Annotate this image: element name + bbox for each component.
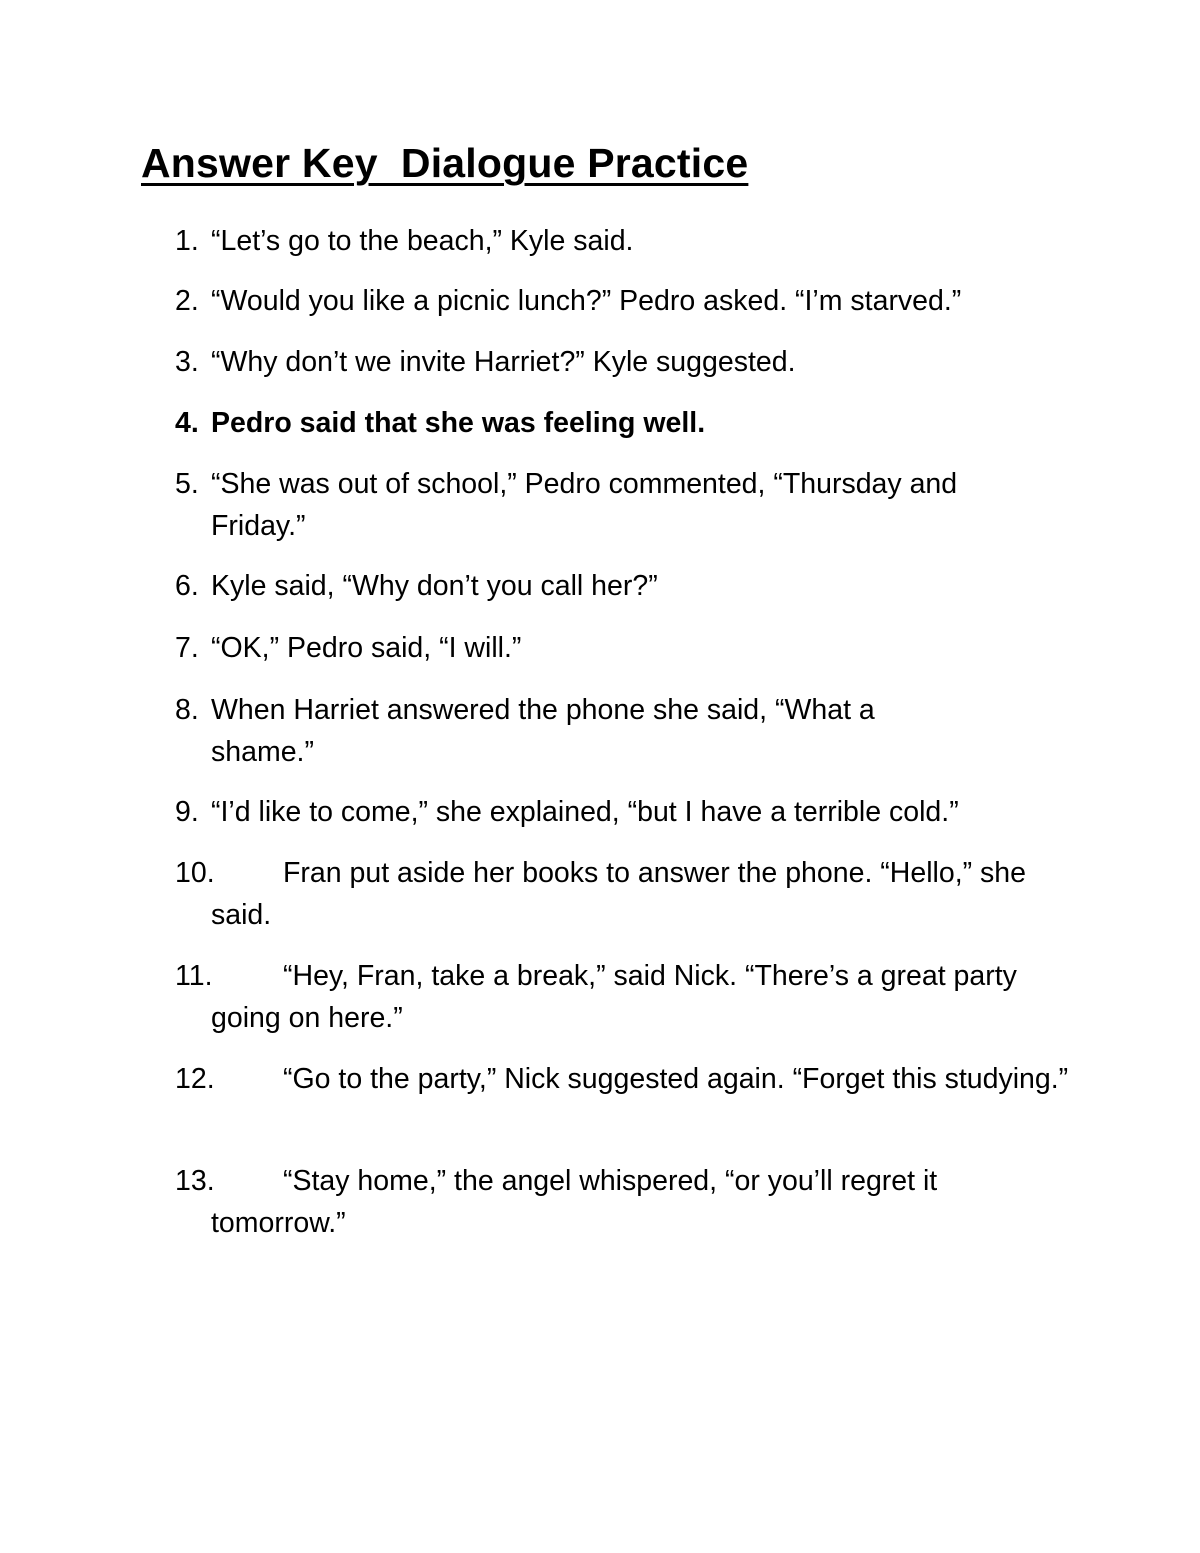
- list-item: [175, 280, 1075, 322]
- item-text: “Go to the party,” Nick suggested again. “Forget this studying.”: [283, 1063, 1069, 1095]
- item-number: 3.: [175, 346, 199, 378]
- item-text: Fran put aside her books to answer the phone. “Hello,” she said.: [211, 857, 1034, 931]
- item-number: 1.: [175, 225, 199, 257]
- item-text: “I’d like to come,” she explained, “but I have a terrible cold.”: [211, 796, 959, 828]
- item-text: “Hey, Fran, take a break,” said Nick. “There’s a great party going on here.”: [211, 960, 1025, 1034]
- list-item: [175, 627, 1075, 669]
- item-number: 7.: [175, 632, 199, 664]
- list-item: [175, 955, 1075, 1039]
- list-item: [175, 402, 1075, 444]
- item-number: 10.: [175, 857, 215, 889]
- list-item: [175, 791, 1075, 833]
- item-number: 4.: [175, 407, 199, 439]
- item-text: “She was out of school,” Pedro commented, “Thursday and Friday.”: [211, 468, 966, 542]
- item-number: 6.: [175, 570, 199, 602]
- list-item: [175, 1058, 1075, 1100]
- item-number: 11.: [175, 960, 213, 992]
- item-text: “Would you like a picnic lunch?” Pedro asked. “I’m starved.”: [211, 285, 962, 317]
- item-text: “OK,” Pedro said, “I will.”: [211, 632, 522, 664]
- list-item: [175, 852, 1075, 936]
- item-number: 12.: [175, 1063, 215, 1095]
- item-text: When Harriet answered the phone she said, “What a shame.”: [211, 694, 883, 768]
- list-item: [175, 463, 1055, 547]
- list-item: [175, 565, 1075, 607]
- page-title: Answer Key Dialogue Practice: [141, 140, 749, 186]
- item-number: 9.: [175, 796, 199, 828]
- list-item: [175, 220, 1075, 262]
- item-text: “Let’s go to the beach,” Kyle said.: [211, 225, 634, 257]
- item-number: 2.: [175, 285, 199, 317]
- list-item: [175, 689, 975, 773]
- item-text: Kyle said, “Why don’t you call her?”: [211, 570, 658, 602]
- item-number: 13.: [175, 1165, 215, 1197]
- item-text: Pedro said that she was feeling well.: [211, 407, 706, 439]
- list-item: [175, 1160, 1075, 1244]
- item-number: 5.: [175, 468, 199, 500]
- list-item: [175, 341, 1075, 383]
- item-text: “Why don’t we invite Harriet?” Kyle suggested.: [211, 346, 796, 378]
- item-number: 8.: [175, 694, 199, 726]
- item-text: “Stay home,” the angel whispered, “or you’ll regret it tomorrow.”: [211, 1165, 946, 1239]
